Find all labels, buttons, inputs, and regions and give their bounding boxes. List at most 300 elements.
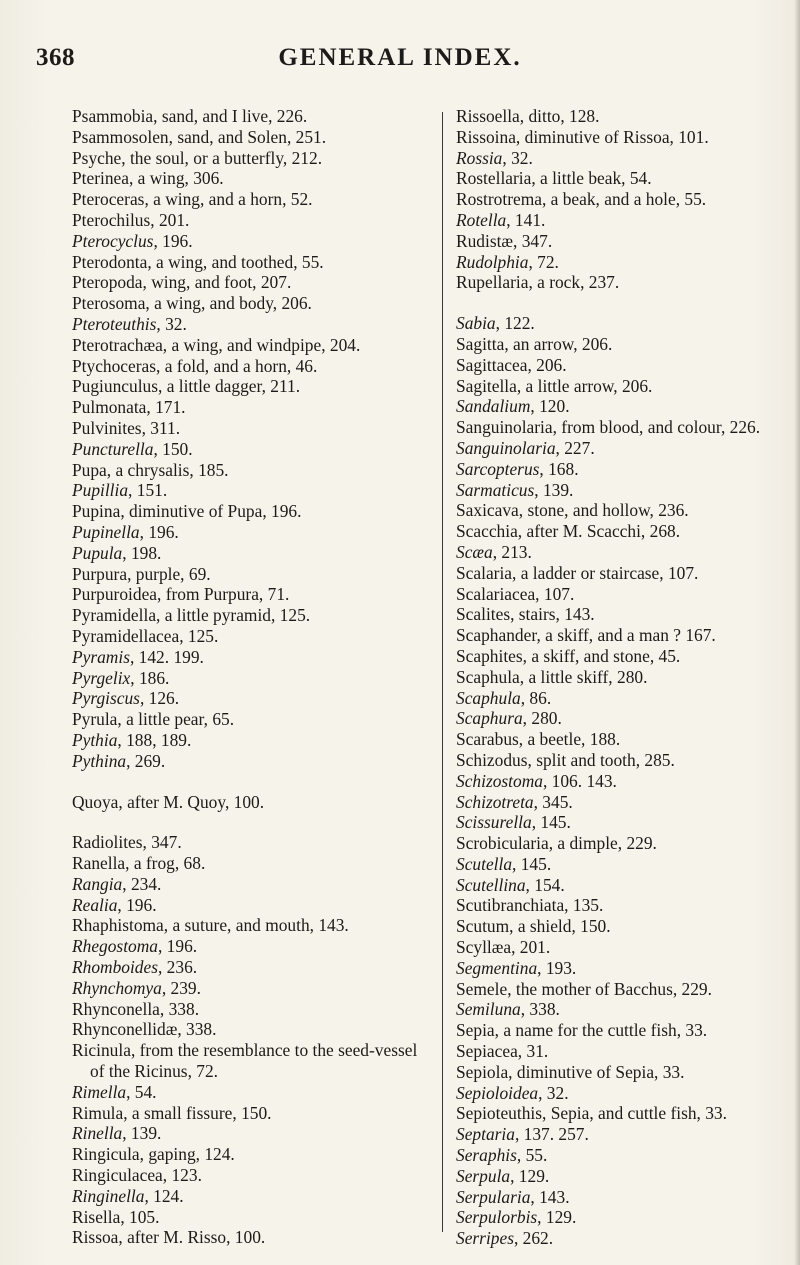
index-entry xyxy=(72,709,432,730)
index-entry xyxy=(72,688,432,709)
index-description: , a beetle, 188. xyxy=(518,729,621,750)
index-entry xyxy=(72,1165,432,1186)
index-term: Saxicava xyxy=(456,500,519,521)
index-entry xyxy=(72,936,432,957)
index-description: , 129. xyxy=(537,1207,577,1228)
index-entry xyxy=(72,106,432,127)
index-entry xyxy=(72,978,432,999)
section-gap xyxy=(72,812,432,832)
index-entry xyxy=(72,460,432,481)
index-term: Pupina xyxy=(72,501,121,522)
index-term: Rissoina xyxy=(456,126,516,147)
index-description: , from blood, and colour, 226. xyxy=(552,417,761,438)
index-term: Scaphula xyxy=(456,687,521,708)
index-term: Pugiunculus xyxy=(72,376,158,397)
index-column-right xyxy=(456,106,800,1249)
index-entry xyxy=(456,916,800,937)
index-entry xyxy=(72,480,432,501)
index-term: Rhynconella xyxy=(72,998,160,1019)
index-entry xyxy=(72,1123,432,1144)
index-description: , a ladder or staircase, 107. xyxy=(512,562,699,583)
index-description: , after M. Risso, 100. xyxy=(118,1227,266,1248)
index-entry xyxy=(72,272,432,293)
index-description: , 188, 189. xyxy=(117,729,192,750)
index-description: , 201. xyxy=(511,937,551,958)
index-term: Pterosoma xyxy=(72,293,146,314)
index-term: Schizostoma xyxy=(456,770,543,791)
index-description: , sand, and Solen, 251. xyxy=(168,126,327,147)
column-divider xyxy=(442,112,443,1232)
index-description: , 213. xyxy=(492,541,532,562)
index-term: Sarcopterus xyxy=(456,458,540,479)
index-description: , 55. xyxy=(516,1145,548,1166)
index-description: , 124. xyxy=(144,1185,184,1206)
index-description: , 72. xyxy=(528,251,559,272)
index-term: Serpulorbis xyxy=(456,1207,538,1228)
index-term: Puncturella xyxy=(72,438,154,459)
index-entry xyxy=(456,313,800,334)
index-description: , split and tooth, 285. xyxy=(527,749,675,770)
index-term: Risella xyxy=(72,1206,121,1227)
index-term: Pyramidella xyxy=(72,605,157,626)
index-entry xyxy=(456,812,800,833)
index-description: , 137. 257. xyxy=(514,1124,589,1145)
index-term: Radiolites xyxy=(72,832,143,853)
index-description: , a small fissure, 150. xyxy=(123,1102,272,1123)
index-term: Ptychoceras xyxy=(72,355,157,376)
index-term: Rinella xyxy=(72,1123,123,1144)
index-description: , 129. xyxy=(510,1165,550,1186)
index-term: Scyllæa xyxy=(456,937,512,958)
index-entry xyxy=(72,647,432,668)
index-description: , 32. xyxy=(538,1082,569,1103)
index-entry xyxy=(456,999,800,1020)
index-description: , 143. xyxy=(530,1186,570,1207)
index-term: Scutum xyxy=(456,916,510,937)
index-entry xyxy=(456,667,800,688)
index-column-left xyxy=(72,106,432,1248)
index-description: , 168. xyxy=(539,458,579,479)
index-entry xyxy=(72,418,432,439)
index-description: , a little beak, 54. xyxy=(531,168,652,189)
index-entry xyxy=(72,605,432,626)
page-edge-shadow xyxy=(794,0,800,1265)
index-term: Rudolphia xyxy=(456,251,529,272)
index-description: , 338. xyxy=(177,1019,217,1040)
index-entry xyxy=(456,1041,800,1062)
index-entry xyxy=(72,1103,432,1124)
index-description: , a little skiff, 280. xyxy=(519,666,648,687)
index-entry xyxy=(72,168,432,189)
page-number: 368 xyxy=(36,44,75,71)
index-term: Rissoa xyxy=(72,1227,119,1248)
index-description: , a wing, 306. xyxy=(128,168,224,189)
index-description: , 201. xyxy=(150,209,190,230)
index-term: Semele xyxy=(456,978,508,999)
index-entry xyxy=(456,272,800,293)
index-term: Semiluna xyxy=(456,999,521,1020)
index-description: , 196. xyxy=(153,230,193,251)
index-description: , 171. xyxy=(146,397,186,418)
index-entry xyxy=(72,874,432,895)
index-description: , a fold, and a horn, 46. xyxy=(156,355,318,376)
index-entry xyxy=(456,127,800,148)
index-term: Sagittacea xyxy=(456,354,528,375)
index-description: , 32. xyxy=(502,147,533,168)
index-term: Pyramidellacea xyxy=(72,625,180,646)
index-term: Scalites xyxy=(456,604,511,625)
index-description: , 239. xyxy=(161,977,201,998)
index-description: , an arrow, 206. xyxy=(504,333,613,354)
index-description: , a suture, and mouth, 143. xyxy=(163,915,349,936)
index-term: Serripes xyxy=(456,1228,514,1249)
index-term: Psammobia xyxy=(72,106,154,126)
index-entry xyxy=(72,730,432,751)
index-entry xyxy=(456,1083,800,1104)
index-term: Scalariacea xyxy=(456,583,536,604)
index-description: , a little dagger, 211. xyxy=(158,376,301,397)
index-term: Sepiola xyxy=(456,1061,509,1082)
index-description: , 145. xyxy=(512,853,552,874)
index-description: , wing, and foot, 207. xyxy=(142,272,292,293)
index-term: Psammosolen xyxy=(72,126,169,147)
index-description: , a wing, and body, 206. xyxy=(145,293,312,314)
index-description: , 54. xyxy=(126,1081,157,1102)
index-term: Rhomboides xyxy=(72,957,158,978)
index-description: , diminutive of Rissoa, 101. xyxy=(515,126,709,147)
index-entry xyxy=(456,189,800,210)
index-description: , Sepia, and cuttle fish, 33. xyxy=(542,1103,727,1124)
index-entry xyxy=(456,106,800,127)
index-description: , 125. xyxy=(179,625,219,646)
index-description: , a beak, and a hole, 55. xyxy=(541,189,707,210)
index-description: , 196. xyxy=(117,894,157,915)
index-term: Sanguinolaria xyxy=(456,417,553,438)
index-description: , 198. xyxy=(122,542,162,563)
index-term: Schizodus xyxy=(456,749,528,770)
index-entry xyxy=(72,1040,432,1082)
index-entry xyxy=(456,148,800,169)
index-entry xyxy=(456,1124,800,1145)
index-entry xyxy=(456,646,800,667)
index-entry xyxy=(456,1228,800,1249)
index-term: Rupellaria xyxy=(456,272,529,293)
index-entry xyxy=(456,396,800,417)
index-description: , 227. xyxy=(555,437,595,458)
index-term: Pyramis xyxy=(72,646,130,667)
index-entry xyxy=(72,1019,432,1040)
index-term: Ricinula xyxy=(72,1040,131,1061)
index-term: Rostrotrema xyxy=(456,189,542,210)
index-term: Quoya xyxy=(72,791,119,812)
index-term: Sepioteuthis xyxy=(456,1103,542,1124)
index-description: , 338. xyxy=(520,999,560,1020)
index-entry xyxy=(456,231,800,252)
index-entry xyxy=(456,979,800,1000)
section-gap xyxy=(456,293,800,313)
index-description: , a wing, and a horn, 52. xyxy=(144,189,313,210)
index-term: Ringicula xyxy=(72,1144,140,1165)
index-entry xyxy=(456,1020,800,1041)
index-entry xyxy=(456,792,800,813)
index-description: , stone, and hollow, 236. xyxy=(518,500,689,521)
index-description: , after M. Scacchi, 268. xyxy=(517,521,681,542)
index-description: , 311. xyxy=(141,417,181,438)
index-description: , a shield, 150. xyxy=(509,916,611,937)
index-term: Pteroteuthis xyxy=(72,313,157,334)
index-entry xyxy=(456,1166,800,1187)
index-term: Pyrgelix xyxy=(72,667,131,688)
index-entry xyxy=(456,937,800,958)
index-description: , a wing, and toothed, 55. xyxy=(147,251,324,272)
index-term: Scaphander xyxy=(456,625,537,646)
index-entry xyxy=(456,438,800,459)
index-entry xyxy=(456,875,800,896)
index-term: Pteroceras xyxy=(72,189,145,210)
index-description: , 154. xyxy=(525,874,565,895)
index-description: , 141. xyxy=(506,209,546,230)
index-term: Scutella xyxy=(456,853,513,874)
index-entry xyxy=(456,417,800,438)
index-entry xyxy=(72,1186,432,1207)
index-entry xyxy=(72,1207,432,1228)
index-term: Pterinea xyxy=(72,168,129,189)
index-entry xyxy=(72,1227,432,1248)
index-term: Sarmaticus xyxy=(456,479,535,500)
index-description: , 345. xyxy=(533,791,573,812)
index-description: , from Purpura, 71. xyxy=(157,584,290,605)
index-entry xyxy=(72,314,432,335)
index-entry xyxy=(72,252,432,273)
index-description: , a wing, and windpipe, 204. xyxy=(162,334,361,355)
index-entry xyxy=(72,626,432,647)
index-term: Rotella xyxy=(456,209,507,230)
index-term: Scarabus xyxy=(456,729,519,750)
index-term: Rimula xyxy=(72,1102,124,1123)
index-term: Realia xyxy=(72,894,118,915)
index-term: Septaria xyxy=(456,1124,515,1145)
index-description: , 142. 199. xyxy=(129,646,204,667)
index-description: , 145. xyxy=(531,812,571,833)
index-description: , after M. Quoy, 100. xyxy=(118,791,265,812)
index-entry xyxy=(72,501,432,522)
index-description: , a chrysalis, 185. xyxy=(106,459,229,480)
index-term: Sagitella xyxy=(456,375,517,396)
index-description: , 269. xyxy=(126,750,166,771)
index-entry xyxy=(72,751,432,772)
index-entry xyxy=(72,335,432,356)
index-description: , 122. xyxy=(495,313,535,334)
index-entry xyxy=(456,895,800,916)
index-description: , 347. xyxy=(513,230,553,251)
index-description: , the soul, or a butterfly, 212. xyxy=(121,147,323,168)
index-entry xyxy=(456,1207,800,1228)
index-description: , 31. xyxy=(517,1041,549,1062)
index-entry xyxy=(456,688,800,709)
index-term: Rissoella xyxy=(456,106,520,126)
index-description: , 107. xyxy=(535,583,575,604)
index-term: Scaphites xyxy=(456,645,523,666)
index-term: Rhynchomya xyxy=(72,977,162,998)
index-term: Pupula xyxy=(72,542,123,563)
index-entry xyxy=(456,1103,800,1124)
index-entry xyxy=(72,853,432,874)
index-term: Ranella xyxy=(72,853,126,874)
index-term: Pyrula xyxy=(72,709,118,730)
index-term: Rostellaria xyxy=(456,168,532,189)
index-entry xyxy=(456,750,800,771)
index-entry xyxy=(72,957,432,978)
index-term: Pterocyclus xyxy=(72,230,154,251)
index-term: Scutellina xyxy=(456,874,526,895)
index-description: , purple, 69. xyxy=(127,563,211,584)
index-term: Sepiacea xyxy=(456,1041,518,1062)
index-description: , diminutive of Pupa, 196. xyxy=(120,501,302,522)
index-entry xyxy=(456,459,800,480)
index-term: Scaphula xyxy=(456,666,520,687)
index-entry xyxy=(456,355,800,376)
index-term: Sepioloidea xyxy=(456,1082,539,1103)
index-term: Scacchia xyxy=(456,521,518,542)
index-description: , a little pear, 65. xyxy=(117,709,235,730)
index-term: Sepia xyxy=(456,1020,495,1041)
index-entry xyxy=(72,584,432,605)
index-entry xyxy=(456,521,800,542)
index-entry xyxy=(72,356,432,377)
index-entry xyxy=(72,293,432,314)
index-term: Rhaphistoma xyxy=(72,915,164,936)
index-description: , 106. 143. xyxy=(542,770,617,791)
index-term: Rangia xyxy=(72,873,123,894)
index-term: Pyrgiscus xyxy=(72,688,140,709)
index-entry xyxy=(456,625,800,646)
index-entry xyxy=(456,833,800,854)
index-description: , 105. xyxy=(120,1206,160,1227)
index-entry xyxy=(72,189,432,210)
index-term: Ringinella xyxy=(72,1185,145,1206)
index-entry xyxy=(72,895,432,916)
index-term: Purpura xyxy=(72,563,128,584)
index-description: , 120. xyxy=(530,396,570,417)
index-term: Pupa xyxy=(72,459,107,480)
section-gap xyxy=(72,772,432,792)
index-entry xyxy=(72,127,432,148)
index-term: Serpula xyxy=(456,1165,511,1186)
index-entry xyxy=(456,563,800,584)
index-description: , a skiff, and a man ? 167. xyxy=(536,625,716,646)
index-description: , 186. xyxy=(130,667,170,688)
index-entry xyxy=(456,210,800,231)
index-term: Pupinella xyxy=(72,521,140,542)
index-description: , 280. xyxy=(522,708,562,729)
index-description: , ditto, 128. xyxy=(519,106,600,126)
index-description: , 206. xyxy=(527,354,567,375)
index-description: , a dimple, 229. xyxy=(548,833,657,854)
index-description: , a name for the cuttle fish, 33. xyxy=(494,1020,708,1041)
index-term: Sanguinolaria xyxy=(456,437,556,458)
index-description: , 234. xyxy=(122,873,162,894)
index-description: , a frog, 68. xyxy=(125,853,206,874)
index-entry xyxy=(456,729,800,750)
index-entry xyxy=(72,999,432,1020)
index-entry xyxy=(72,1144,432,1165)
index-entry xyxy=(72,376,432,397)
index-description: , 236. xyxy=(157,957,198,978)
index-term: Scrobicularia xyxy=(456,833,549,854)
index-description: , diminutive of Sepia, 33. xyxy=(508,1061,685,1082)
index-description: , from the resemblance to the seed-vessel of the Ricinus, 72. xyxy=(90,1040,418,1082)
index-term: Scutibranchiata xyxy=(456,895,565,916)
index-term: Rudistæ xyxy=(456,230,514,251)
index-term: Scæa xyxy=(456,541,493,562)
index-entry xyxy=(456,708,800,729)
index-description: , stairs, 143. xyxy=(510,604,595,625)
index-term: Sabia xyxy=(456,313,496,334)
index-entry xyxy=(456,854,800,875)
index-term: Scalaria xyxy=(456,562,513,583)
index-term: Pterotrachæa xyxy=(72,334,163,355)
index-description: , 139. xyxy=(534,479,574,500)
running-title: GENERAL INDEX. xyxy=(278,44,522,71)
index-term: Rhegostoma xyxy=(72,936,158,957)
index-description: , 135. xyxy=(564,895,604,916)
index-description: , 139. xyxy=(122,1123,162,1144)
index-entry xyxy=(456,168,800,189)
index-entry xyxy=(72,439,432,460)
index-term: Pythina xyxy=(72,750,127,771)
index-entry xyxy=(72,397,432,418)
index-description: , 150. xyxy=(153,438,193,459)
index-entry xyxy=(72,915,432,936)
index-description: , a little pyramid, 125. xyxy=(156,605,311,626)
index-term: Ringiculacea xyxy=(72,1165,163,1186)
index-description: , 86. xyxy=(520,687,552,708)
index-term: Rossia xyxy=(456,147,503,168)
index-entry xyxy=(72,1082,432,1103)
index-description: , 196. xyxy=(139,521,179,542)
index-term: Pythia xyxy=(72,729,118,750)
index-description: , a rock, 237. xyxy=(528,272,620,293)
index-description: , 262. xyxy=(513,1228,554,1249)
index-term: Rhynconellidæ xyxy=(72,1019,178,1040)
index-entry xyxy=(456,376,800,397)
index-description: , gaping, 124. xyxy=(139,1144,235,1165)
index-entry xyxy=(456,334,800,355)
index-entry xyxy=(456,1062,800,1083)
index-term: Segmentina xyxy=(456,957,538,978)
index-entry xyxy=(72,522,432,543)
index-description: , 338. xyxy=(159,998,200,1019)
index-term: Pupillia xyxy=(72,480,129,501)
index-entry xyxy=(456,584,800,605)
index-entry xyxy=(72,231,432,252)
index-entry xyxy=(72,564,432,585)
index-term: Rimella xyxy=(72,1081,127,1102)
index-term: Pterochilus xyxy=(72,209,151,230)
index-entry xyxy=(72,148,432,169)
index-term: Pulvinites xyxy=(72,417,142,438)
index-entry xyxy=(456,542,800,563)
index-entry xyxy=(72,543,432,564)
index-term: Serpularia xyxy=(456,1186,531,1207)
index-term: Scaphura xyxy=(456,708,523,729)
index-description: , 196. xyxy=(157,936,198,957)
index-term: Psyche xyxy=(72,147,122,168)
index-entry xyxy=(456,480,800,501)
page-header xyxy=(0,44,800,84)
index-description: , 123. xyxy=(162,1165,202,1186)
index-description: , 126. xyxy=(139,688,180,709)
